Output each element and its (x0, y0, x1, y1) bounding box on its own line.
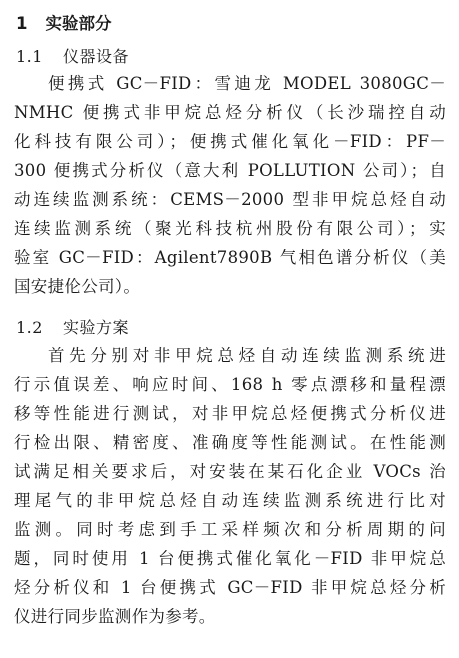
subsection-heading-1-2 (16, 314, 129, 342)
paragraph-line: 题，同时使用 1 台便携式催化氧化－FID 非甲烷总 (14, 549, 446, 568)
paragraph-line: 移等性能进行测试，对非甲烷总烃便携式分析仪进 (14, 404, 446, 423)
paragraph-line: 烃分析仪和 1 台便携式 GC－FID 非甲烷总烃分析 (14, 578, 446, 597)
subsection-number: 1.1 (16, 47, 43, 66)
paragraph-line: 行示值误差、响应时间、168 h 零点漂移和量程漂 (14, 375, 446, 394)
paragraph-line: 动连续监测系统：CEMS－2000 型非甲烷总烃自动 (14, 190, 446, 209)
paragraph-line: 理尾气的非甲烷总烃自动连续监测系统进行比对 (14, 491, 446, 510)
section-heading (16, 10, 111, 38)
paragraph-line: 化科技有限公司）；便携式催化氧化－FID：PF－ (14, 132, 446, 151)
paragraph-line: 便携式 GC－FID：雪迪龙 MODEL 3080GC－ (48, 74, 446, 93)
paragraph-line: 首先分别对非甲烷总烃自动连续监测系统进 (48, 346, 446, 365)
section-number: 1 (16, 14, 28, 33)
subsection-title: 仪器设备 (62, 47, 129, 66)
paragraph-line: 连续监测系统（聚光科技杭州股份有限公司）；实 (14, 219, 446, 238)
paragraph-line: 国安捷伦公司）。 (14, 277, 141, 296)
paragraph-line: NMHC 便携式非甲烷总烃分析仪（长沙瑞控自动 (14, 103, 446, 122)
paragraph-line: 行检出限、精密度、准确度等性能测试。在性能测 (14, 433, 446, 452)
section-title: 实验部分 (45, 14, 112, 33)
paragraph-line: 300 便携式分析仪（意大利 POLLUTION 公司）；自 (14, 161, 446, 180)
subsection-heading-1-1 (16, 43, 129, 71)
paragraph-line: 验室 GC－FID：Agilent7890B 气相色谱分析仪（美 (14, 248, 446, 267)
paragraph-line: 仪进行同步监测作为参考。 (14, 607, 216, 626)
paragraph-line: 监测。同时考虑到手工采样频次和分析周期的问 (14, 520, 446, 539)
subsection-title: 实验方案 (62, 318, 129, 337)
subsection-number: 1.2 (16, 318, 43, 337)
paragraph-line: 试满足相关要求后，对安装在某石化企业 VOCs 治 (14, 462, 446, 481)
